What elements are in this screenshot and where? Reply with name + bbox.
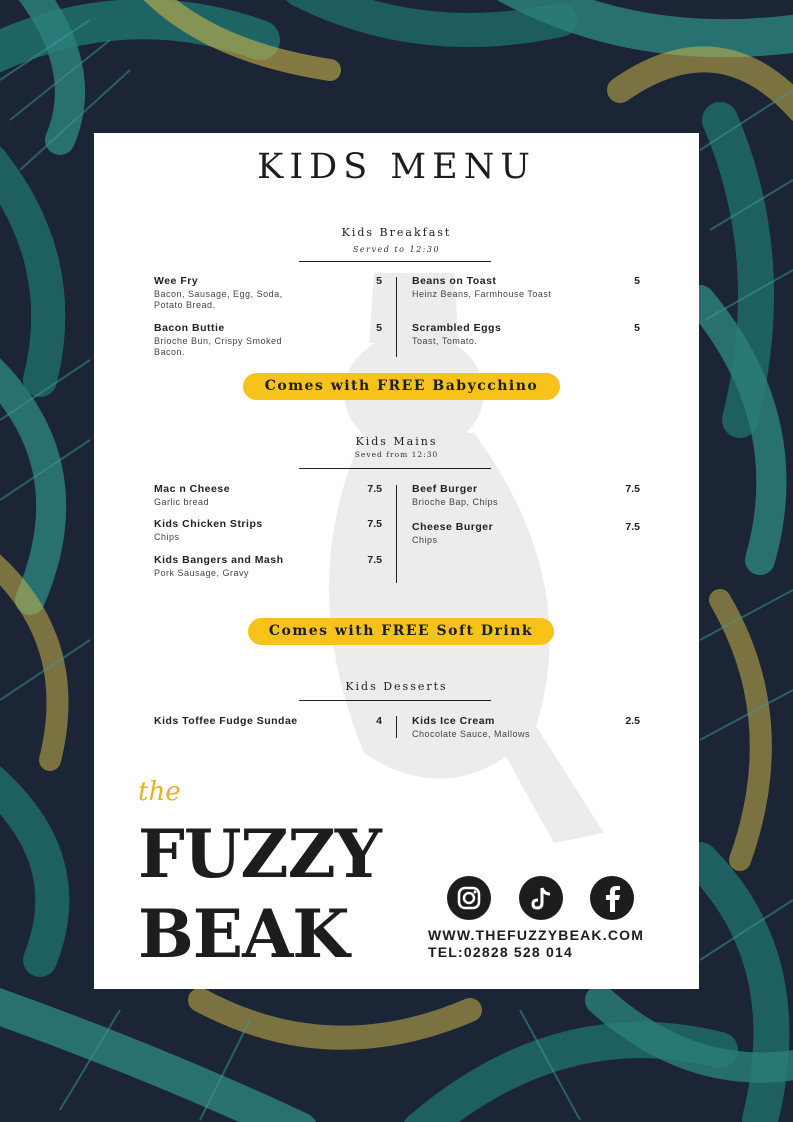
menu-item: Beef Burger Brioche Bap, Chips 7.5 <box>412 483 640 507</box>
menu-item: Beans on Toast Heinz Beans, Farmhouse Toast 5 <box>412 275 640 299</box>
logo-beak: BEAK <box>138 895 349 973</box>
menu-item: Bacon Buttie Brioche Bun, Crispy Smoked Bacon. 5 <box>154 322 382 357</box>
menu-item: Cheese Burger Chips 7.5 <box>412 521 640 545</box>
menu-item: Kids Bangers and Mash Pork Sausage, Gravy 7.5 <box>154 554 382 578</box>
facebook-icon[interactable] <box>590 876 634 920</box>
menu-item: Scrambled Eggs Toast, Tomato. 5 <box>412 322 640 346</box>
promo-soft-drink-badge: Comes with FREE Soft Drink <box>248 618 554 645</box>
phone-number[interactable]: TEL:02828 528 014 <box>428 944 573 960</box>
menu-item: Kids Ice Cream Chocolate Sauce, Mallows 2.5 <box>412 715 640 739</box>
mains-section-title: Kids Mains <box>355 435 438 448</box>
instagram-icon[interactable] <box>447 876 491 920</box>
menu-card <box>94 133 699 989</box>
menu-item: Wee Fry Bacon, Sausage, Egg, Soda, Potato Bread. 5 <box>154 275 382 310</box>
mains-divider <box>299 468 491 469</box>
logo-fuzzy: FUZZY <box>138 815 381 893</box>
promo-babycchino-badge: Comes with FREE Babycchino <box>243 373 560 400</box>
mains-section-subtitle: Seved from 12:30 <box>354 450 439 459</box>
website-link[interactable]: WWW.THEFUZZYBEAK.COM <box>428 927 645 943</box>
breakfast-column-divider <box>396 277 397 357</box>
menu-item: Kids Chicken Strips Chips 7.5 <box>154 518 382 542</box>
desserts-section-title: Kids Desserts <box>345 680 448 693</box>
breakfast-section-subtitle: Served to 12:30 <box>352 245 441 254</box>
breakfast-divider <box>299 261 491 262</box>
tiktok-icon[interactable] <box>519 876 563 920</box>
menu-item: Mac n Cheese Garlic bread 7.5 <box>154 483 382 507</box>
desserts-divider <box>299 700 491 701</box>
menu-item: Kids Toffee Fudge Sundae 4 <box>154 715 382 727</box>
page-title: KIDS MENU <box>257 147 536 187</box>
mains-column-divider <box>396 485 397 583</box>
desserts-column-divider <box>396 716 397 738</box>
breakfast-section-title: Kids Breakfast <box>341 226 452 239</box>
logo-the-script: the <box>138 777 181 807</box>
